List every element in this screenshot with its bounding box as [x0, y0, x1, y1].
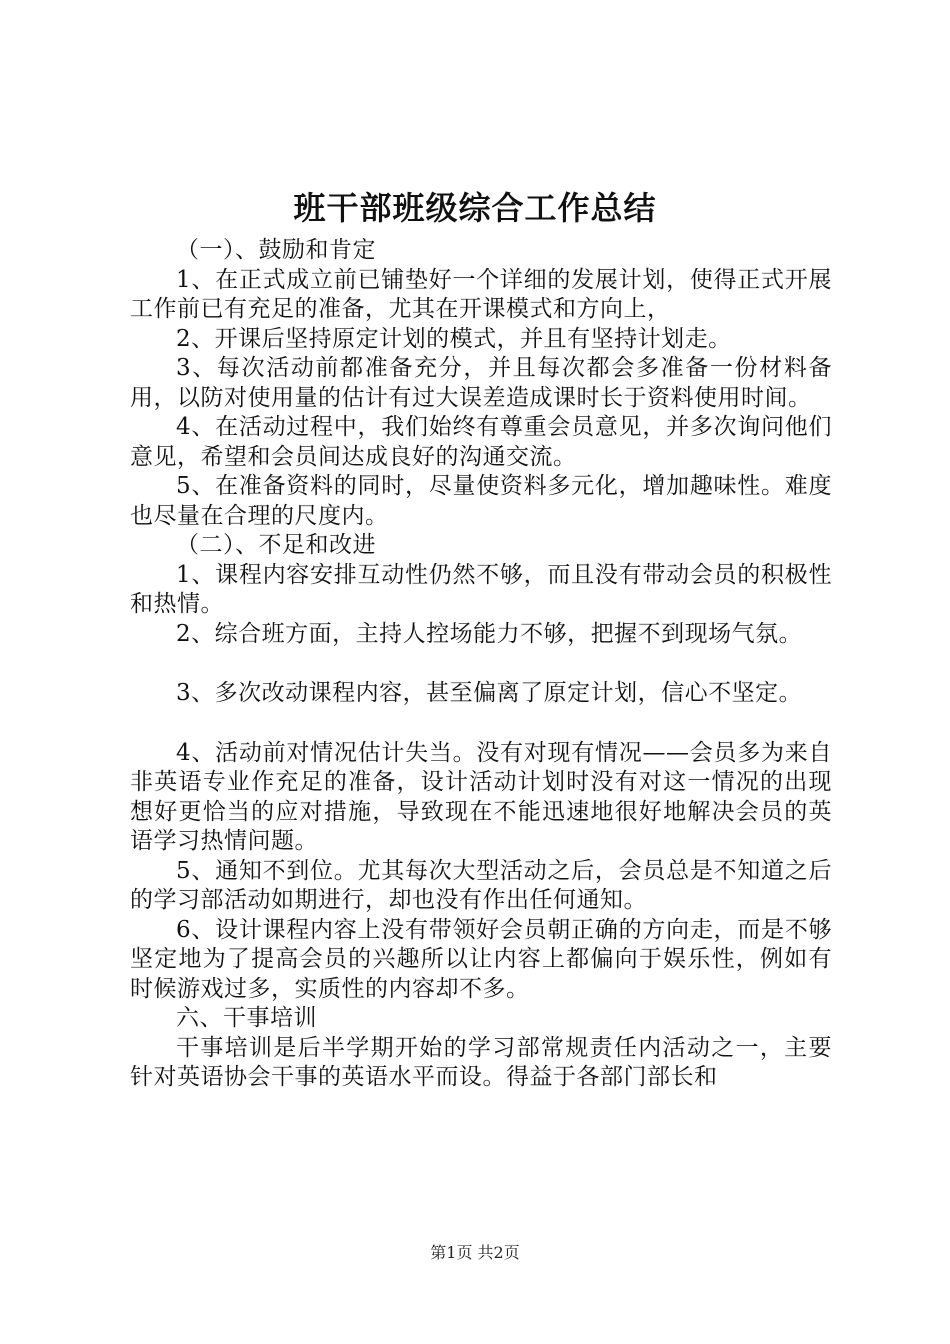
paragraph: 干事培训是后半学期开始的学习部常规责任内活动之一，主要针对英语协会干事的英语水平而设。得益于各部门部长和	[130, 1034, 832, 1090]
paragraph: 5、在准备资料的同时，尽量使资料多元化，增加趣味性。难度也尽量在合理的尺度内。	[130, 473, 832, 529]
paragraph: 2、综合班方面，主持人控场能力不够，把握不到现场气氛。	[176, 620, 803, 647]
document-title: 班干部班级综合工作总结	[293, 189, 657, 227]
page-footer: 第1页 共2页	[430, 1243, 520, 1262]
paragraph: 3、多次改动课程内容，甚至偏离了原定计划，信心不坚定。	[176, 680, 803, 706]
section-heading-1: （一）、鼓励和肯定	[176, 237, 376, 263]
section-heading-2: （二）、不足和改进	[176, 532, 376, 558]
paragraph: 3、每次活动前都准备充分，并且每次都会多准备一份材料备用，以防对使用量的估计有过大误差造成课时长于资料使用时间。	[130, 355, 832, 411]
paragraph: 4、在活动过程中，我们始终有尊重会员意见，并多次询问他们意见，希望和会员间达成良好的沟通交流。	[130, 414, 832, 470]
paragraph: 1、在正式成立前已铺垫好一个详细的发展计划，使得正式开展工作前已有充足的准备，尤其在开课模式和方向上，	[130, 266, 832, 322]
paragraph: 4、活动前对情况估计失当。没有对现有情况——会员多为来自非英语专业作充足的准备，设计活动计划时没有对这一情况的出现想好更恰当的应对措施，导致现在不能迅速地很好地解决会员的英语学习热情问题。	[130, 739, 832, 854]
paragraph: 2、开课后坚持原定计划的模式，并且有坚持计划走。	[176, 325, 732, 352]
paragraph: 1、课程内容安排互动性仍然不够，而且没有带动会员的积极性和热情。	[130, 561, 832, 617]
document-body	[130, 236, 832, 1093]
section-heading-3: 六、干事培训	[176, 1005, 317, 1031]
paragraph: 5、通知不到位。尤其每次大型活动之后，会员总是不知道之后的学习部活动如期进行，却也没有作出任何通知。	[130, 857, 832, 913]
paragraph: 6、设计课程内容上没有带领好会员朝正确的方向走，而是不够坚定地为了提高会员的兴趣所以让内容上都偏向于娱乐性，例如有时候游戏过多，实质性的内容却不多。	[130, 916, 832, 1002]
